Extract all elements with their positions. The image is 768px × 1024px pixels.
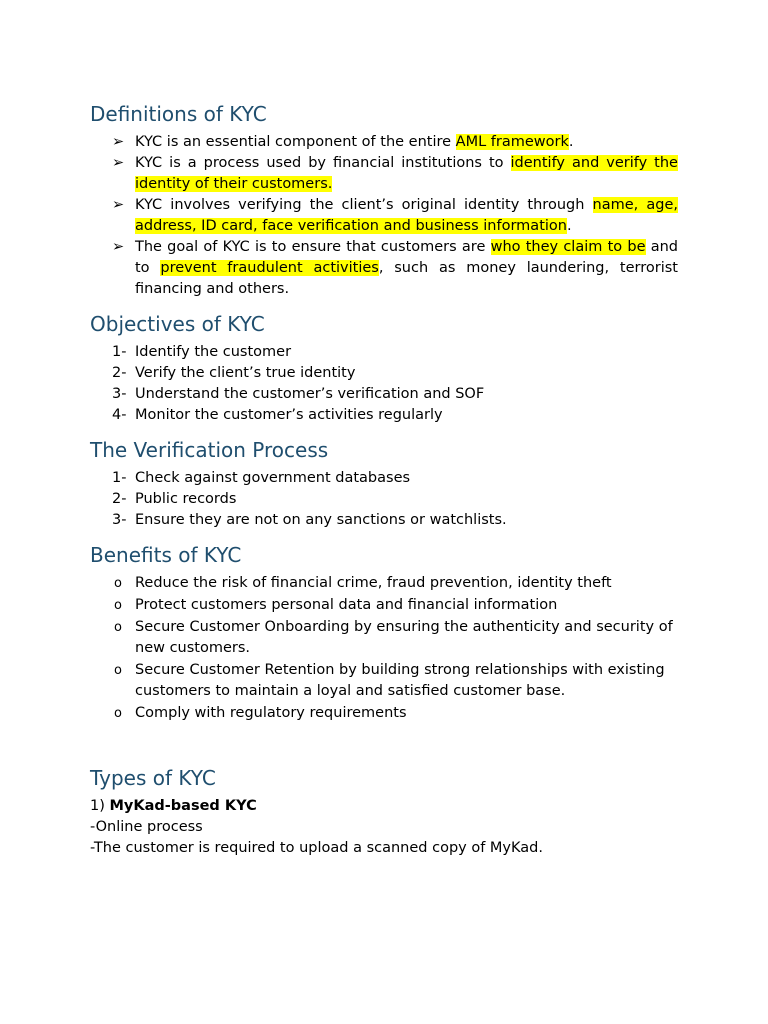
list-item: o Secure Customer Retention by building strong relationships with existing customers to maintain a loyal and satisfied customer base. — [114, 662, 665, 699]
benefits-list — [90, 573, 678, 724]
list-item: o Reduce the risk of financial crime, fraud prevention, identity theft — [90, 573, 678, 594]
list-item: ➢ KYC is a process used by financial institutions to identify and verify the identity of their customers. — [112, 155, 678, 192]
definitions-heading: Definitions of KYC — [90, 102, 267, 126]
types-heading: Types of KYC — [90, 766, 216, 790]
list-number: 3- — [112, 512, 127, 528]
list-item: 3- Understand the customer’s verification and SOF — [90, 384, 678, 405]
circle-bullet-icon: o — [114, 706, 122, 721]
list-number: 2- — [112, 365, 127, 381]
verification-list — [90, 468, 678, 531]
list-item: ➢ KYC involves verifying the client’s original identity through name, age, address, ID card, face verification and business information. — [112, 197, 679, 234]
list-item: 2- Verify the client’s true identity — [90, 363, 678, 384]
list-item: 2- Public records — [90, 489, 678, 510]
highlighted-text: name, age, address, ID card, face verification and business information — [135, 197, 679, 234]
benefits-section — [90, 541, 678, 724]
objectives-list — [90, 342, 678, 426]
highlighted-text: who they claim to be — [490, 239, 646, 255]
list-item: 1- Identify the customer — [90, 342, 678, 363]
list-item: 3- Ensure they are not on any sanctions or watchlists. — [90, 510, 678, 531]
list-number: 1- — [112, 344, 127, 360]
arrow-bullet-icon: ➢ — [112, 239, 125, 255]
verification-heading: The Verification Process — [90, 438, 329, 462]
list-number: 2- — [112, 491, 127, 507]
objectives-section — [90, 310, 678, 426]
objectives-heading: Objectives of KYC — [90, 312, 265, 336]
list-item: ➢ KYC is an essential component of the entire AML framework. — [90, 132, 678, 153]
arrow-bullet-icon: ➢ — [112, 134, 125, 150]
highlighted-text: AML framework — [455, 134, 569, 150]
list-number: 3- — [112, 386, 127, 402]
highlighted-text: prevent fraudulent activities — [160, 260, 379, 276]
list-item: o Protect customers personal data and financial information — [90, 595, 678, 616]
circle-bullet-icon: o — [114, 663, 122, 678]
type-detail-line: -The customer is required to upload a scanned copy of MyKad. — [90, 840, 543, 856]
arrow-bullet-icon: ➢ — [112, 197, 125, 213]
list-number: 1- — [112, 470, 127, 486]
definitions-list — [90, 132, 678, 300]
type-item-title: 1) MyKad-based KYC — [90, 798, 257, 814]
list-item: 4- Monitor the customer’s activities regularly — [90, 405, 678, 426]
verification-section — [90, 436, 678, 531]
type-detail-line: -Online process — [90, 819, 203, 835]
highlighted-text: identify and verify the identity of their customers. — [135, 155, 678, 192]
circle-bullet-icon: o — [114, 576, 122, 591]
benefits-heading: Benefits of KYC — [90, 543, 242, 567]
list-item: 1- Check against government databases — [90, 468, 678, 489]
list-item: ➢ The goal of KYC is to ensure that customers are who they claim to be and to prevent fraudulent activities, such as money laundering, terrorist financing and others. — [112, 239, 678, 297]
list-item: o Comply with regulatory requirements — [90, 703, 678, 724]
document-content — [90, 100, 678, 869]
circle-bullet-icon: o — [114, 598, 122, 613]
circle-bullet-icon: o — [114, 620, 122, 635]
definitions-section — [90, 100, 678, 300]
list-number: 4- — [112, 407, 127, 423]
types-section — [90, 764, 678, 859]
list-item: o Secure Customer Onboarding by ensuring the authenticity and security of new customers. — [114, 619, 673, 656]
arrow-bullet-icon: ➢ — [112, 155, 125, 171]
